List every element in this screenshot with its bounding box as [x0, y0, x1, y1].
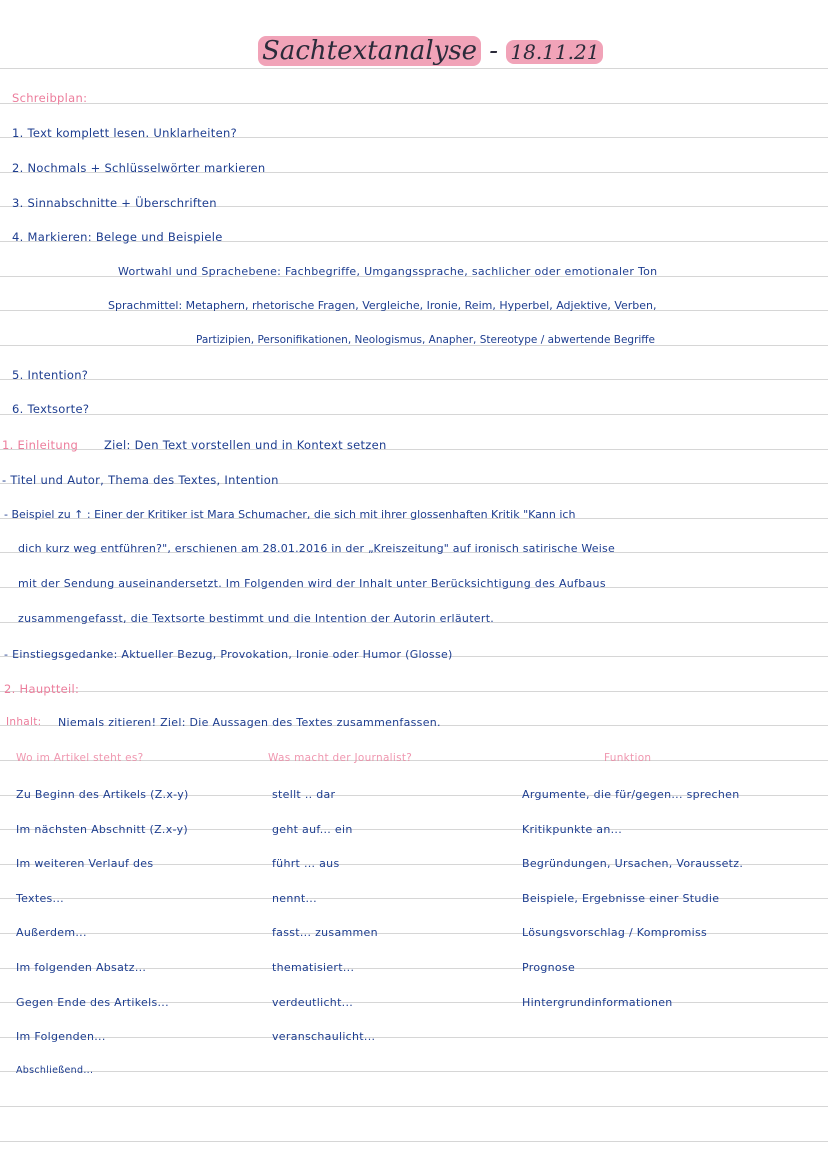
column-header: Was macht der Journalist?	[268, 752, 413, 764]
table-cell: Kritikpunkte an...	[522, 822, 623, 836]
main-heading: 2. Hauptteil:	[4, 682, 80, 696]
intro-line: zusammengefasst, die Textsorte bestimmt und die Intention der Autorin erläutert.	[18, 612, 495, 625]
column-header: Funktion	[604, 752, 652, 764]
ruled-line	[0, 1071, 828, 1072]
plan-step: 4. Markieren: Belege und Beispiele	[12, 230, 223, 244]
table-cell: Im nächsten Abschnitt (Z.x-y)	[16, 822, 188, 836]
table-cell: veranschaulicht...	[272, 1030, 376, 1044]
table-cell: Beispiele, Ergebnisse einer Studie	[522, 891, 720, 905]
intro-line: - Einstiegsgedanke: Aktueller Bezug, Provokation, Ironie oder Humor (Glosse)	[4, 648, 453, 661]
inhalt-text: Niemals zitieren! Ziel: Die Aussagen des Textes zusammenfassen.	[58, 716, 441, 729]
ruled-line	[0, 379, 828, 380]
table-cell: fasst... zusammen	[272, 926, 378, 940]
table-cell: verdeutlicht...	[272, 995, 354, 1009]
inhalt-label: Inhalt:	[6, 716, 42, 728]
intro-line: - Beispiel zu ↑ : Einer der Kritiker ist Mara Schumacher, die sich mit ihrer glossenhaften Kritik "Kann ich	[4, 508, 576, 521]
table-cell: Gegen Ende des Artikels...	[16, 995, 169, 1009]
intro-heading: 1. Einleitung	[2, 438, 79, 452]
ruled-line	[0, 1106, 828, 1107]
plan-sub: Sprachmittel: Metaphern, rhetorische Fragen, Vergleiche, Ironie, Reim, Hyperbel, Adjektive, Verben,	[108, 299, 657, 312]
table-cell: Im Folgenden...	[16, 1030, 106, 1044]
table-cell: Hintergrundinformationen	[522, 995, 673, 1009]
table-cell: Lösungsvorschlag / Kompromiss	[522, 926, 708, 940]
table-cell: Abschließend...	[16, 1064, 94, 1076]
title-date: 18.11.21	[506, 40, 603, 64]
table-cell: Zu Beginn des Artikels (Z.x-y)	[16, 788, 189, 801]
page-title: Sachtextanalyse - 18.11.21	[258, 36, 603, 66]
table-cell: Außerdem...	[16, 926, 87, 940]
plan-sub: Wortwahl und Sprachebene: Fachbegriffe, Umgangssprache, sachlicher oder emotionaler Ton	[118, 265, 658, 278]
column-header: Wo im Artikel steht es?	[16, 752, 144, 764]
plan-sub: Partizipien, Personifikationen, Neologismus, Anapher, Stereotype / abwertende Begriffe	[196, 334, 655, 346]
table-cell: stellt .. dar	[272, 788, 336, 801]
intro-line: - Titel und Autor, Thema des Textes, Intention	[2, 473, 279, 487]
title-text: Sachtextanalyse	[258, 36, 481, 66]
ruled-line	[0, 103, 828, 104]
plan-step: 6. Textsorte?	[12, 402, 90, 416]
ruled-line	[0, 1141, 828, 1142]
intro-line: dich kurz weg entführen?", erschienen am 28.01.2016 in der „Kreiszeitung" auf ironisch satirische Weise	[18, 542, 615, 555]
intro-goal: Ziel: Den Text vorstellen und in Kontext setzen	[104, 438, 387, 452]
table-cell: nennt...	[272, 891, 317, 905]
plan-step: 3. Sinnabschnitte + Überschriften	[12, 196, 217, 210]
table-cell: thematisiert...	[272, 961, 355, 974]
table-cell: Im folgenden Absatz...	[16, 961, 147, 974]
ruled-line	[0, 414, 828, 415]
plan-step: 5. Intention?	[12, 368, 89, 382]
table-cell: Textes...	[16, 891, 64, 905]
plan-step: 1. Text komplett lesen. Unklarheiten?	[12, 126, 237, 140]
table-cell: geht auf... ein	[272, 822, 353, 836]
plan-heading: Schreibplan:	[12, 91, 88, 105]
table-cell: Im weiteren Verlauf des	[16, 857, 154, 871]
table-cell: Argumente, die für/gegen... sprechen	[522, 788, 740, 801]
ruled-line	[0, 691, 828, 692]
table-cell: Prognose	[522, 961, 576, 974]
table-cell: führt ... aus	[272, 857, 340, 871]
ruled-line	[0, 1037, 828, 1038]
ruled-line	[0, 68, 828, 69]
intro-line: mit der Sendung auseinandersetzt. Im Folgenden wird der Inhalt unter Berücksichtigung des Aufbaus	[18, 577, 606, 590]
plan-step: 2. Nochmals + Schlüsselwörter markieren	[12, 161, 266, 175]
table-cell: Begründungen, Ursachen, Voraussetz.	[522, 857, 744, 871]
